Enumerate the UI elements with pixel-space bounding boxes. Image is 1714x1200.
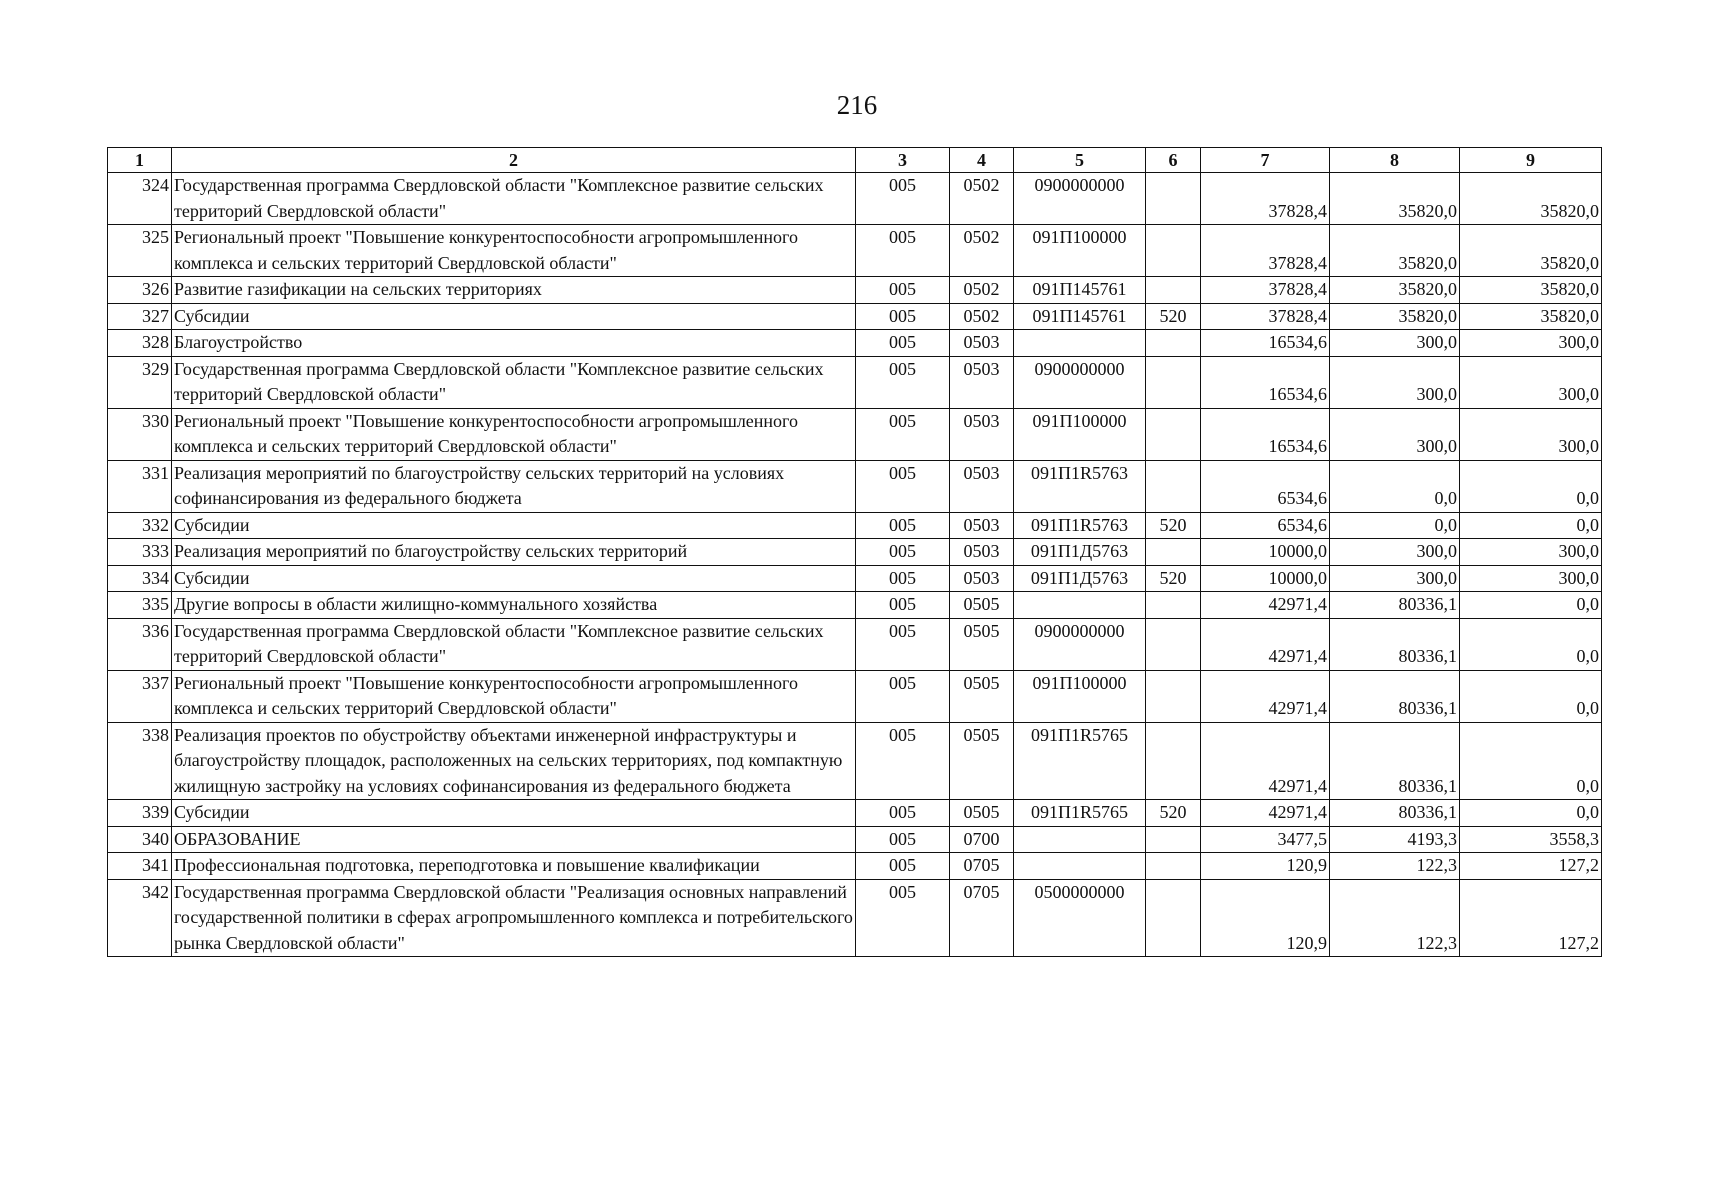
amount-col-9: 300,0 (1460, 539, 1602, 566)
target-article-code (1014, 853, 1146, 880)
section-code: 0700 (950, 826, 1014, 853)
header-col-6: 6 (1146, 148, 1201, 173)
amount-col-9: 300,0 (1460, 356, 1602, 408)
row-number: 327 (108, 303, 172, 330)
amount-col-9: 35820,0 (1460, 173, 1602, 225)
amount-col-7: 42971,4 (1201, 800, 1330, 827)
row-number: 332 (108, 512, 172, 539)
table-row (108, 800, 1602, 827)
section-code: 0505 (950, 670, 1014, 722)
admin-code: 005 (856, 670, 950, 722)
admin-code: 005 (856, 618, 950, 670)
header-row (108, 148, 1602, 173)
item-name: Государственная программа Свердловской области "Комплексное развитие сельских территорий Свердловской области" (172, 618, 856, 670)
admin-code: 005 (856, 565, 950, 592)
admin-code: 005 (856, 356, 950, 408)
amount-col-8: 122,3 (1330, 879, 1460, 957)
amount-col-9: 300,0 (1460, 330, 1602, 357)
amount-col-9: 0,0 (1460, 460, 1602, 512)
target-article-code: 091П145761 (1014, 277, 1146, 304)
amount-col-8: 35820,0 (1330, 225, 1460, 277)
page-number: 216 (836, 90, 878, 120)
row-number: 341 (108, 853, 172, 880)
table-row (108, 225, 1602, 277)
target-article-code: 0900000000 (1014, 356, 1146, 408)
expense-type-code (1146, 173, 1201, 225)
admin-code: 005 (856, 225, 950, 277)
expense-type-code: 520 (1146, 303, 1201, 330)
row-number: 330 (108, 408, 172, 460)
target-article-code: 091П1R5765 (1014, 722, 1146, 800)
target-article-code (1014, 826, 1146, 853)
table-row (108, 826, 1602, 853)
expense-type-code (1146, 330, 1201, 357)
admin-code: 005 (856, 853, 950, 880)
section-code: 0503 (950, 408, 1014, 460)
amount-col-8: 35820,0 (1330, 277, 1460, 304)
target-article-code: 091П145761 (1014, 303, 1146, 330)
amount-col-7: 37828,4 (1201, 173, 1330, 225)
item-name: Государственная программа Свердловской области "Реализация основных направлений государственной политики в сферах агропромышленного комплекса и потребительского рынка Свердловской области" (172, 879, 856, 957)
admin-code: 005 (856, 303, 950, 330)
amount-col-8: 80336,1 (1330, 800, 1460, 827)
header-col-9: 9 (1460, 148, 1602, 173)
item-name: Региональный проект "Повышение конкурентоспособности агропромышленного комплекса и сельских территорий Свердловской области" (172, 670, 856, 722)
table-row (108, 618, 1602, 670)
amount-col-7: 37828,4 (1201, 277, 1330, 304)
target-article-code: 091П100000 (1014, 225, 1146, 277)
row-number: 331 (108, 460, 172, 512)
amount-col-7: 42971,4 (1201, 722, 1330, 800)
item-name: Реализация проектов по обустройству объектами инженерной инфраструктуры и благоустройству площадок, расположенных на сельских территориях, под компактную жилищную застройку на условиях софинансирования из федерального бюджета (172, 722, 856, 800)
target-article-code: 0500000000 (1014, 879, 1146, 957)
amount-col-9: 0,0 (1460, 512, 1602, 539)
target-article-code (1014, 592, 1146, 619)
amount-col-8: 300,0 (1330, 330, 1460, 357)
row-number: 328 (108, 330, 172, 357)
item-name: ОБРАЗОВАНИЕ (172, 826, 856, 853)
section-code: 0502 (950, 277, 1014, 304)
header-col-4: 4 (950, 148, 1014, 173)
amount-col-7: 16534,6 (1201, 356, 1330, 408)
item-name: Реализация мероприятий по благоустройству сельских территорий (172, 539, 856, 566)
section-code: 0503 (950, 460, 1014, 512)
amount-col-9: 300,0 (1460, 565, 1602, 592)
expense-type-code (1146, 722, 1201, 800)
target-article-code: 0900000000 (1014, 618, 1146, 670)
expense-type-code (1146, 826, 1201, 853)
admin-code: 005 (856, 460, 950, 512)
table-row (108, 277, 1602, 304)
amount-col-7: 42971,4 (1201, 592, 1330, 619)
header-col-5: 5 (1014, 148, 1146, 173)
amount-col-9: 0,0 (1460, 670, 1602, 722)
amount-col-9: 127,2 (1460, 879, 1602, 957)
item-name: Субсидии (172, 303, 856, 330)
item-name: Государственная программа Свердловской области "Комплексное развитие сельских территорий Свердловской области" (172, 356, 856, 408)
table-row (108, 356, 1602, 408)
item-name: Региональный проект "Повышение конкурентоспособности агропромышленного комплекса и сельских территорий Свердловской области" (172, 225, 856, 277)
section-code: 0502 (950, 303, 1014, 330)
expense-type-code (1146, 277, 1201, 304)
amount-col-8: 4193,3 (1330, 826, 1460, 853)
amount-col-8: 80336,1 (1330, 670, 1460, 722)
table-row (108, 330, 1602, 357)
expense-type-code (1146, 356, 1201, 408)
expense-type-code: 520 (1146, 565, 1201, 592)
amount-col-9: 127,2 (1460, 853, 1602, 880)
amount-col-9: 0,0 (1460, 800, 1602, 827)
amount-col-8: 300,0 (1330, 356, 1460, 408)
target-article-code: 091П100000 (1014, 408, 1146, 460)
item-name: Субсидии (172, 512, 856, 539)
amount-col-9: 3558,3 (1460, 826, 1602, 853)
expense-type-code (1146, 879, 1201, 957)
amount-col-7: 6534,6 (1201, 512, 1330, 539)
table-row (108, 512, 1602, 539)
amount-col-8: 300,0 (1330, 408, 1460, 460)
amount-col-7: 42971,4 (1201, 670, 1330, 722)
admin-code: 005 (856, 722, 950, 800)
table-row (108, 592, 1602, 619)
section-code: 0705 (950, 853, 1014, 880)
amount-col-9: 0,0 (1460, 722, 1602, 800)
item-name: Субсидии (172, 800, 856, 827)
admin-code: 005 (856, 408, 950, 460)
section-code: 0505 (950, 722, 1014, 800)
row-number: 336 (108, 618, 172, 670)
admin-code: 005 (856, 826, 950, 853)
table-body (108, 173, 1602, 957)
expense-type-code (1146, 670, 1201, 722)
admin-code: 005 (856, 539, 950, 566)
item-name: Благоустройство (172, 330, 856, 357)
amount-col-8: 80336,1 (1330, 592, 1460, 619)
amount-col-8: 0,0 (1330, 460, 1460, 512)
amount-col-7: 120,9 (1201, 853, 1330, 880)
header-col-7: 7 (1201, 148, 1330, 173)
table-row (108, 408, 1602, 460)
table-row (108, 670, 1602, 722)
header-col-8: 8 (1330, 148, 1460, 173)
row-number: 329 (108, 356, 172, 408)
section-code: 0503 (950, 539, 1014, 566)
target-article-code: 091П1R5765 (1014, 800, 1146, 827)
amount-col-9: 35820,0 (1460, 225, 1602, 277)
admin-code: 005 (856, 277, 950, 304)
table-row (108, 879, 1602, 957)
item-name: Региональный проект "Повышение конкурентоспособности агропромышленного комплекса и сельских территорий Свердловской области" (172, 408, 856, 460)
amount-col-8: 80336,1 (1330, 722, 1460, 800)
amount-col-7: 3477,5 (1201, 826, 1330, 853)
admin-code: 005 (856, 592, 950, 619)
admin-code: 005 (856, 800, 950, 827)
expense-type-code (1146, 618, 1201, 670)
row-number: 337 (108, 670, 172, 722)
target-article-code (1014, 330, 1146, 357)
expense-type-code: 520 (1146, 512, 1201, 539)
table-row (108, 565, 1602, 592)
table-header (108, 148, 1602, 173)
section-code: 0505 (950, 800, 1014, 827)
target-article-code: 0900000000 (1014, 173, 1146, 225)
amount-col-7: 120,9 (1201, 879, 1330, 957)
item-name: Развитие газификации на сельских территориях (172, 277, 856, 304)
target-article-code: 091П1R5763 (1014, 460, 1146, 512)
item-name: Субсидии (172, 565, 856, 592)
section-code: 0502 (950, 225, 1014, 277)
item-name: Государственная программа Свердловской области "Комплексное развитие сельских территорий Свердловской области" (172, 173, 856, 225)
amount-col-7: 10000,0 (1201, 539, 1330, 566)
admin-code: 005 (856, 330, 950, 357)
section-code: 0505 (950, 592, 1014, 619)
table-row (108, 173, 1602, 225)
expense-type-code (1146, 225, 1201, 277)
header-col-1: 1 (108, 148, 172, 173)
amount-col-7: 16534,6 (1201, 330, 1330, 357)
admin-code: 005 (856, 879, 950, 957)
target-article-code: 091П100000 (1014, 670, 1146, 722)
table-row (108, 460, 1602, 512)
header-col-2: 2 (172, 148, 856, 173)
header-col-3: 3 (856, 148, 950, 173)
expense-type-code (1146, 592, 1201, 619)
row-number: 340 (108, 826, 172, 853)
admin-code: 005 (856, 173, 950, 225)
row-number: 335 (108, 592, 172, 619)
amount-col-7: 37828,4 (1201, 225, 1330, 277)
section-code: 0503 (950, 356, 1014, 408)
amount-col-7: 6534,6 (1201, 460, 1330, 512)
section-code: 0503 (950, 565, 1014, 592)
amount-col-9: 35820,0 (1460, 277, 1602, 304)
section-code: 0503 (950, 330, 1014, 357)
amount-col-7: 16534,6 (1201, 408, 1330, 460)
amount-col-8: 80336,1 (1330, 618, 1460, 670)
budget-table (107, 147, 1602, 957)
row-number: 342 (108, 879, 172, 957)
item-name: Профессиональная подготовка, переподготовка и повышение квалификации (172, 853, 856, 880)
section-code: 0705 (950, 879, 1014, 957)
amount-col-9: 35820,0 (1460, 303, 1602, 330)
row-number: 334 (108, 565, 172, 592)
row-number: 338 (108, 722, 172, 800)
admin-code: 005 (856, 512, 950, 539)
expense-type-code (1146, 460, 1201, 512)
amount-col-7: 10000,0 (1201, 565, 1330, 592)
item-name: Реализация мероприятий по благоустройству сельских территорий на условиях софинансирования из федерального бюджета (172, 460, 856, 512)
row-number: 326 (108, 277, 172, 304)
section-code: 0502 (950, 173, 1014, 225)
amount-col-8: 300,0 (1330, 565, 1460, 592)
amount-col-9: 0,0 (1460, 618, 1602, 670)
row-number: 325 (108, 225, 172, 277)
expense-type-code (1146, 539, 1201, 566)
amount-col-8: 35820,0 (1330, 303, 1460, 330)
table-row (108, 303, 1602, 330)
table-row (108, 539, 1602, 566)
amount-col-7: 42971,4 (1201, 618, 1330, 670)
section-code: 0503 (950, 512, 1014, 539)
amount-col-8: 0,0 (1330, 512, 1460, 539)
target-article-code: 091П1Д5763 (1014, 539, 1146, 566)
item-name: Другие вопросы в области жилищно-коммунального хозяйства (172, 592, 856, 619)
row-number: 339 (108, 800, 172, 827)
amount-col-8: 35820,0 (1330, 173, 1460, 225)
expense-type-code (1146, 408, 1201, 460)
table-row (108, 853, 1602, 880)
target-article-code: 091П1R5763 (1014, 512, 1146, 539)
section-code: 0505 (950, 618, 1014, 670)
table-row (108, 722, 1602, 800)
expense-type-code: 520 (1146, 800, 1201, 827)
row-number: 333 (108, 539, 172, 566)
expense-type-code (1146, 853, 1201, 880)
amount-col-9: 300,0 (1460, 408, 1602, 460)
amount-col-8: 122,3 (1330, 853, 1460, 880)
target-article-code: 091П1Д5763 (1014, 565, 1146, 592)
row-number: 324 (108, 173, 172, 225)
amount-col-8: 300,0 (1330, 539, 1460, 566)
amount-col-9: 0,0 (1460, 592, 1602, 619)
amount-col-7: 37828,4 (1201, 303, 1330, 330)
